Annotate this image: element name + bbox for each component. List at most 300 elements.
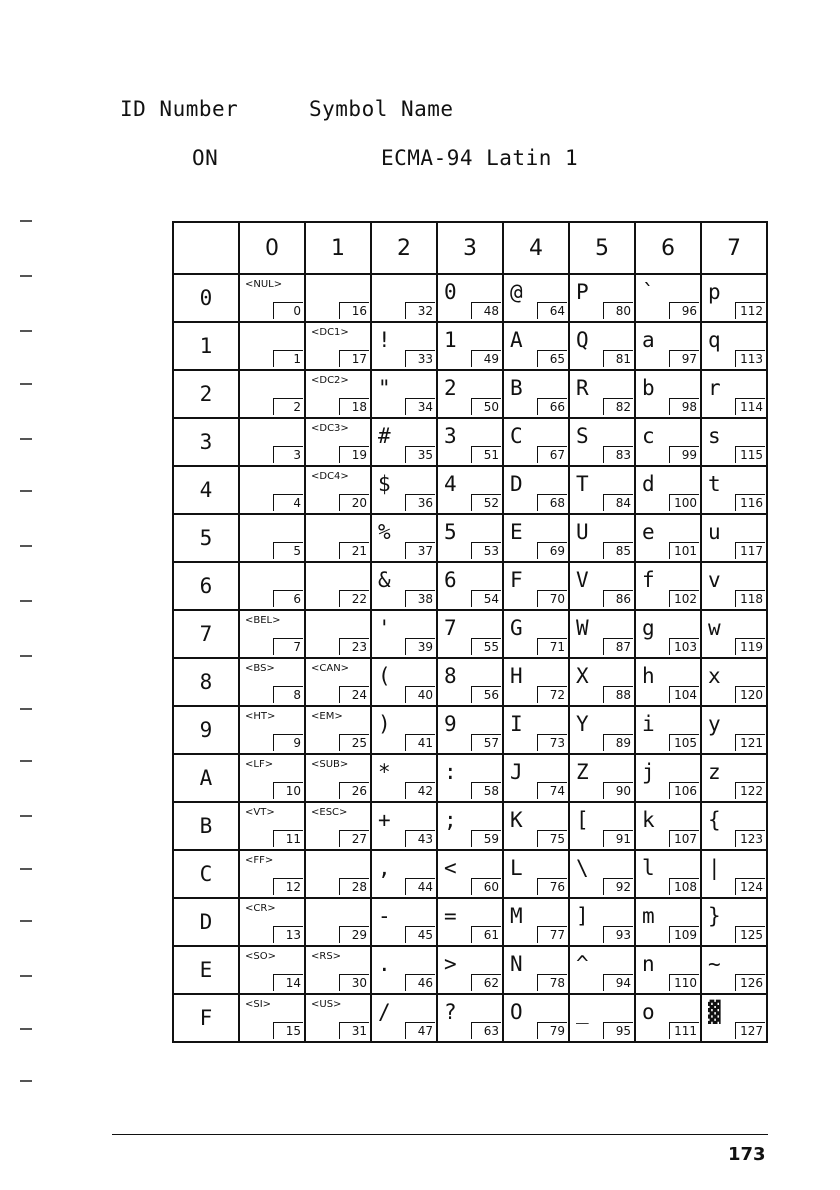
margin-tick (20, 815, 32, 817)
char-cell (437, 850, 503, 898)
char-cell (503, 610, 569, 658)
char-cell (635, 754, 701, 802)
char-cell (569, 754, 635, 802)
char-glyph: b (642, 376, 655, 400)
decimal-code: 120 (735, 686, 765, 703)
decimal-code: 25 (339, 734, 369, 751)
char-cell (371, 610, 437, 658)
table-row (173, 706, 767, 754)
char-cell (569, 322, 635, 370)
decimal-code: 51 (471, 446, 501, 463)
row-header: 0 (173, 274, 239, 322)
char-glyph: 7 (444, 616, 457, 640)
char-cell (371, 946, 437, 994)
char-cell (239, 754, 305, 802)
char-glyph: # (378, 424, 391, 448)
char-cell (635, 658, 701, 706)
decimal-code: 16 (339, 302, 369, 319)
char-glyph: x (708, 664, 721, 688)
margin-tick (20, 383, 32, 385)
char-cell (437, 514, 503, 562)
char-glyph: A (510, 328, 523, 352)
char-glyph: m (642, 904, 655, 928)
decimal-code: 18 (339, 398, 369, 415)
control-code-label: <DC3> (311, 423, 349, 434)
table-row (173, 322, 767, 370)
decimal-code: 14 (273, 974, 303, 991)
char-cell (305, 802, 371, 850)
char-cell (239, 466, 305, 514)
table-row (173, 898, 767, 946)
decimal-code: 53 (471, 542, 501, 559)
char-glyph: < (444, 856, 457, 880)
char-cell (239, 418, 305, 466)
char-cell (569, 802, 635, 850)
char-glyph: | (708, 856, 721, 880)
char-cell (305, 418, 371, 466)
char-glyph: s (708, 424, 721, 448)
row-header: E (173, 946, 239, 994)
char-glyph: 8 (444, 664, 457, 688)
decimal-code: 72 (537, 686, 567, 703)
decimal-code: 87 (603, 638, 633, 655)
char-glyph: X (576, 664, 589, 688)
char-cell (437, 274, 503, 322)
char-cell (437, 658, 503, 706)
char-cell (371, 658, 437, 706)
decimal-code: 1 (273, 350, 303, 367)
decimal-code: 26 (339, 782, 369, 799)
char-cell (239, 898, 305, 946)
margin-tick (20, 545, 32, 547)
decimal-code: 127 (735, 1022, 765, 1039)
char-cell (635, 562, 701, 610)
column-header: 2 (371, 222, 437, 274)
char-cell (437, 610, 503, 658)
char-cell (305, 754, 371, 802)
char-glyph: } (708, 904, 721, 928)
decimal-code: 93 (603, 926, 633, 943)
char-glyph: > (444, 952, 457, 976)
decimal-code: 3 (273, 446, 303, 463)
char-glyph: ) (378, 712, 391, 736)
char-glyph: * (378, 760, 391, 784)
decimal-code: 13 (273, 926, 303, 943)
column-header: 3 (437, 222, 503, 274)
char-cell (635, 322, 701, 370)
margin-tick (20, 438, 32, 440)
char-cell (437, 322, 503, 370)
char-cell (569, 418, 635, 466)
char-cell (503, 898, 569, 946)
decimal-code: 64 (537, 302, 567, 319)
char-cell (569, 850, 635, 898)
decimal-code: 96 (669, 302, 699, 319)
decimal-code: 34 (405, 398, 435, 415)
char-glyph: ! (378, 328, 391, 352)
decimal-code: 22 (339, 590, 369, 607)
char-cell (305, 946, 371, 994)
decimal-code: 39 (405, 638, 435, 655)
char-cell (635, 898, 701, 946)
char-cell (437, 802, 503, 850)
char-cell (437, 418, 503, 466)
decimal-code: 38 (405, 590, 435, 607)
char-cell (371, 370, 437, 418)
decimal-code: 5 (273, 542, 303, 559)
table-row (173, 466, 767, 514)
decimal-code: 85 (603, 542, 633, 559)
char-glyph: f (642, 568, 655, 592)
char-glyph: 9 (444, 712, 457, 736)
char-cell (239, 562, 305, 610)
char-glyph: i (642, 712, 655, 736)
char-cell (503, 994, 569, 1042)
decimal-code: 2 (273, 398, 303, 415)
decimal-code: 82 (603, 398, 633, 415)
decimal-code: 112 (735, 302, 765, 319)
decimal-code: 75 (537, 830, 567, 847)
decimal-code: 80 (603, 302, 633, 319)
char-cell (569, 370, 635, 418)
decimal-code: 62 (471, 974, 501, 991)
char-glyph: L (510, 856, 523, 880)
decimal-code: 68 (537, 494, 567, 511)
char-glyph: J (510, 760, 523, 784)
char-glyph: n (642, 952, 655, 976)
decimal-code: 19 (339, 446, 369, 463)
control-code-label: <VT> (245, 807, 275, 818)
row-header: 6 (173, 562, 239, 610)
char-cell (371, 802, 437, 850)
decimal-code: 50 (471, 398, 501, 415)
char-glyph: 2 (444, 376, 457, 400)
char-cell (371, 850, 437, 898)
decimal-code: 94 (603, 974, 633, 991)
char-cell (701, 562, 767, 610)
decimal-code: 4 (273, 494, 303, 511)
decimal-code: 63 (471, 1022, 501, 1039)
table-row (173, 994, 767, 1042)
char-glyph: $ (378, 472, 391, 496)
char-cell (503, 466, 569, 514)
char-glyph: @ (510, 280, 523, 304)
char-cell (305, 658, 371, 706)
decimal-code: 43 (405, 830, 435, 847)
char-glyph: ▓ (708, 1000, 721, 1024)
char-cell (371, 754, 437, 802)
char-glyph: + (378, 808, 391, 832)
char-glyph: Y (576, 712, 589, 736)
decimal-code: 12 (273, 878, 303, 895)
decimal-code: 107 (669, 830, 699, 847)
row-header: 9 (173, 706, 239, 754)
char-cell (701, 418, 767, 466)
control-code-label: <SUB> (311, 759, 349, 770)
decimal-code: 17 (339, 350, 369, 367)
char-glyph: ; (444, 808, 457, 832)
table-row (173, 850, 767, 898)
decimal-code: 117 (735, 542, 765, 559)
char-cell (437, 898, 503, 946)
row-header: 5 (173, 514, 239, 562)
char-cell (569, 658, 635, 706)
char-cell (437, 370, 503, 418)
decimal-code: 55 (471, 638, 501, 655)
decimal-code: 47 (405, 1022, 435, 1039)
char-glyph: P (576, 280, 589, 304)
control-code-label: <RS> (311, 951, 342, 962)
decimal-code: 125 (735, 926, 765, 943)
decimal-code: 59 (471, 830, 501, 847)
decimal-code: 114 (735, 398, 765, 415)
char-cell (635, 274, 701, 322)
margin-tick (20, 655, 32, 657)
char-cell (503, 850, 569, 898)
decimal-code: 79 (537, 1022, 567, 1039)
char-glyph: o (642, 1000, 655, 1024)
char-cell (701, 706, 767, 754)
char-cell (239, 370, 305, 418)
decimal-code: 119 (735, 638, 765, 655)
char-cell (239, 658, 305, 706)
column-header: 5 (569, 222, 635, 274)
character-table (172, 221, 768, 1043)
row-header: 7 (173, 610, 239, 658)
decimal-code: 65 (537, 350, 567, 367)
table-row (173, 562, 767, 610)
decimal-code: 99 (669, 446, 699, 463)
char-cell (503, 802, 569, 850)
control-code-label: <US> (311, 999, 342, 1010)
char-cell (371, 466, 437, 514)
row-header: C (173, 850, 239, 898)
control-code-label: <SO> (245, 951, 276, 962)
char-cell (239, 946, 305, 994)
char-glyph: r (708, 376, 721, 400)
margin-tick (20, 220, 32, 222)
decimal-code: 52 (471, 494, 501, 511)
table-row (173, 658, 767, 706)
char-glyph: " (378, 376, 391, 400)
margin-tick (20, 760, 32, 762)
decimal-code: 76 (537, 878, 567, 895)
char-cell (239, 994, 305, 1042)
char-glyph: V (576, 568, 589, 592)
decimal-code: 46 (405, 974, 435, 991)
decimal-code: 48 (471, 302, 501, 319)
char-cell (437, 562, 503, 610)
char-glyph: d (642, 472, 655, 496)
char-cell (503, 562, 569, 610)
char-cell (437, 706, 503, 754)
char-cell (503, 418, 569, 466)
char-glyph: / (378, 1000, 391, 1024)
symbol-name-label: Symbol Name (309, 97, 454, 121)
decimal-code: 108 (669, 878, 699, 895)
decimal-code: 54 (471, 590, 501, 607)
char-cell (701, 370, 767, 418)
char-glyph: I (510, 712, 523, 736)
char-cell (503, 658, 569, 706)
char-cell (371, 706, 437, 754)
char-cell (701, 514, 767, 562)
char-cell (503, 274, 569, 322)
row-header: A (173, 754, 239, 802)
char-glyph: k (642, 808, 655, 832)
table-row (173, 802, 767, 850)
control-code-label: <SI> (245, 999, 272, 1010)
char-glyph: p (708, 280, 721, 304)
row-header: 3 (173, 418, 239, 466)
char-cell (701, 274, 767, 322)
char-glyph: F (510, 568, 523, 592)
char-cell (569, 994, 635, 1042)
char-cell (371, 322, 437, 370)
decimal-code: 109 (669, 926, 699, 943)
char-glyph: ^ (576, 952, 589, 976)
char-cell (305, 370, 371, 418)
decimal-code: 23 (339, 638, 369, 655)
char-glyph: 6 (444, 568, 457, 592)
char-cell (569, 898, 635, 946)
char-cell (635, 946, 701, 994)
table-row (173, 418, 767, 466)
char-glyph: w (708, 616, 721, 640)
decimal-code: 7 (273, 638, 303, 655)
char-glyph: C (510, 424, 523, 448)
decimal-code: 77 (537, 926, 567, 943)
decimal-code: 29 (339, 926, 369, 943)
decimal-code: 97 (669, 350, 699, 367)
char-cell (305, 274, 371, 322)
decimal-code: 78 (537, 974, 567, 991)
char-glyph: 0 (444, 280, 457, 304)
char-glyph: N (510, 952, 523, 976)
decimal-code: 88 (603, 686, 633, 703)
char-glyph: E (510, 520, 523, 544)
char-glyph: U (576, 520, 589, 544)
table-corner-cell (173, 222, 239, 274)
decimal-code: 89 (603, 734, 633, 751)
char-cell (701, 898, 767, 946)
char-cell (305, 610, 371, 658)
decimal-code: 101 (669, 542, 699, 559)
decimal-code: 118 (735, 590, 765, 607)
char-cell (239, 850, 305, 898)
char-glyph: { (708, 808, 721, 832)
decimal-code: 10 (273, 782, 303, 799)
char-cell (305, 850, 371, 898)
control-code-label: <EM> (311, 711, 343, 722)
char-cell (437, 946, 503, 994)
decimal-code: 6 (273, 590, 303, 607)
char-glyph: & (378, 568, 391, 592)
table-row (173, 946, 767, 994)
char-cell (569, 610, 635, 658)
char-glyph: G (510, 616, 523, 640)
char-cell (635, 418, 701, 466)
char-cell (239, 322, 305, 370)
margin-tick (20, 1080, 32, 1082)
char-glyph: e (642, 520, 655, 544)
char-cell (437, 994, 503, 1042)
char-cell (305, 706, 371, 754)
column-header: 1 (305, 222, 371, 274)
margin-tick (20, 330, 32, 332)
char-glyph: . (378, 952, 391, 976)
char-glyph: Z (576, 760, 589, 784)
char-cell (305, 514, 371, 562)
decimal-code: 21 (339, 542, 369, 559)
char-glyph: 5 (444, 520, 457, 544)
char-glyph: - (378, 904, 391, 928)
char-cell (701, 754, 767, 802)
control-code-label: <CAN> (311, 663, 350, 674)
decimal-code: 36 (405, 494, 435, 511)
decimal-code: 84 (603, 494, 633, 511)
char-glyph: Q (576, 328, 589, 352)
control-code-label: <CR> (245, 903, 276, 914)
decimal-code: 30 (339, 974, 369, 991)
char-cell (635, 802, 701, 850)
decimal-code: 32 (405, 302, 435, 319)
char-cell (503, 754, 569, 802)
margin-tick (20, 868, 32, 870)
char-cell (635, 994, 701, 1042)
char-glyph: g (642, 616, 655, 640)
char-glyph: B (510, 376, 523, 400)
decimal-code: 66 (537, 398, 567, 415)
char-glyph: v (708, 568, 721, 592)
decimal-code: 33 (405, 350, 435, 367)
char-cell (503, 370, 569, 418)
margin-tick (20, 975, 32, 977)
decimal-code: 69 (537, 542, 567, 559)
char-glyph: 1 (444, 328, 457, 352)
char-glyph: D (510, 472, 523, 496)
column-header: 0 (239, 222, 305, 274)
char-cell (701, 322, 767, 370)
char-cell (239, 706, 305, 754)
decimal-code: 9 (273, 734, 303, 751)
char-glyph: W (576, 616, 589, 640)
column-header: 7 (701, 222, 767, 274)
char-cell (371, 898, 437, 946)
control-code-label: <DC1> (311, 327, 349, 338)
control-code-label: <BS> (245, 663, 275, 674)
char-cell (701, 610, 767, 658)
control-code-label: <NUL> (245, 279, 283, 290)
margin-tick (20, 1028, 32, 1030)
char-cell (305, 562, 371, 610)
char-cell (701, 658, 767, 706)
char-cell (239, 274, 305, 322)
control-code-label: <ESC> (311, 807, 348, 818)
char-glyph: y (708, 712, 721, 736)
char-cell (701, 946, 767, 994)
decimal-code: 20 (339, 494, 369, 511)
decimal-code: 115 (735, 446, 765, 463)
column-header: 4 (503, 222, 569, 274)
char-glyph: a (642, 328, 655, 352)
char-glyph: = (444, 904, 457, 928)
char-cell (503, 706, 569, 754)
decimal-code: 67 (537, 446, 567, 463)
decimal-code: 35 (405, 446, 435, 463)
page-number: 173 (728, 1144, 766, 1165)
decimal-code: 70 (537, 590, 567, 607)
